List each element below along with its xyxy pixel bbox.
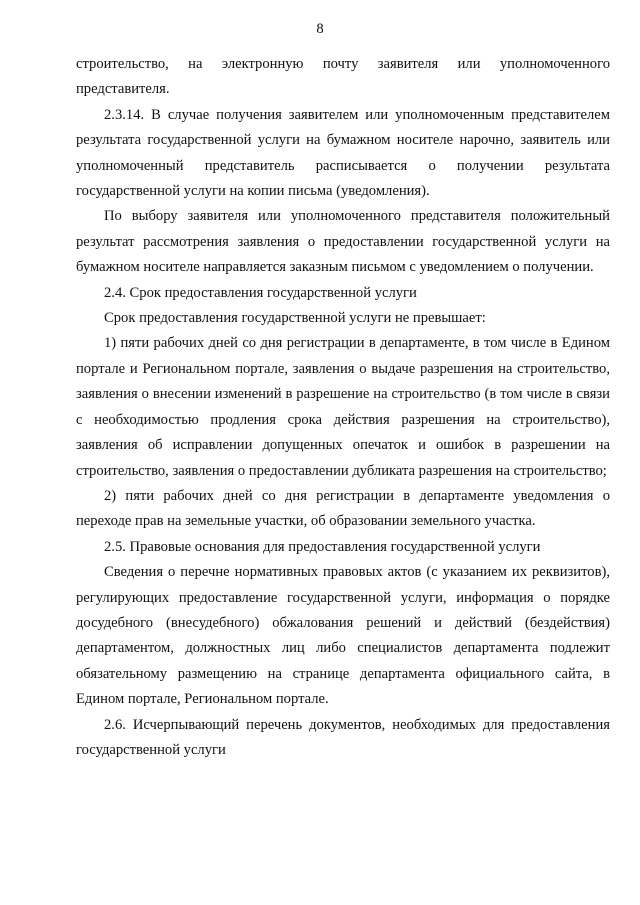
section-heading-2-5: 2.5. Правовые основания для предоставления государственной услуги (104, 538, 541, 555)
list-item-1: 1) пяти рабочих дней со дня регистрации в департаменте, в том числе в Едином портале и Региональном портале, заявления о выдаче разрешения на строительство, заявления о внесении изменений в разрешение на строительство (в том числе в связи с необходимостью продления срока действия разрешения на строительство), заявления об исправлении допущенных опечаток и ошибок в разрешении на строительство, заявления о предоставлении дубликата разрешения на строительство; (76, 335, 610, 479)
page-number: 8 (316, 21, 324, 37)
paragraph-legal-basis: Сведения о перечне нормативных правовых актов (с указанием их реквизитов), регулирующих предоставление государственной услуги, информация о порядке досудебного (внесудебного) обжалования решений и действий (бездействия) департаментом, должностных лиц либо специалистов департамента подлежит обязательному размещению на странице департамента официального сайта, в Едином портале, Региональном портале. (76, 564, 610, 708)
paragraph-email-delivery: строительство, на электронную почту заявителя или уполномоченного представителя. (76, 56, 610, 98)
section-heading-2-6: 2.6. Исчерпывающий перечень документов, необходимых для предоставления государственной услуги (76, 716, 610, 758)
document-body (76, 52, 610, 763)
paragraph-term-intro: Срок предоставления государственной услуги не превышает: (104, 310, 486, 327)
paragraph-2-3-14: 2.3.14. В случае получения заявителем или уполномоченным представителем результата государственной услуги на бумажном носителе нарочно, заявитель или уполномоченный представитель расписывается о получении результата государственной услуги на копии письма (уведомления). (76, 106, 610, 200)
list-item-2: 2) пяти рабочих дней со дня регистрации в департаменте уведомления о переходе прав на земельные участки, об образовании земельного участка. (76, 487, 610, 530)
section-heading-2-4: 2.4. Срок предоставления государственной услуги (104, 284, 417, 301)
paragraph-registered-mail: По выбору заявителя или уполномоченного представителя положительный результат рассмотрения заявления о предоставлении государственной услуги на бумажном носителе направляется заказным письмом с уведомлением о получении. (76, 208, 610, 276)
